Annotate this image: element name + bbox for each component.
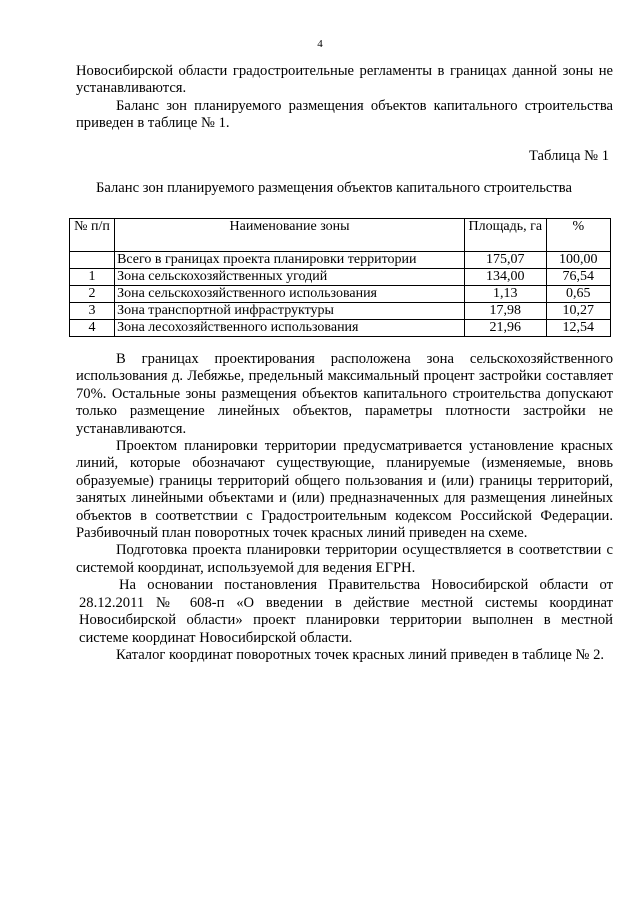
table-header-row — [70, 219, 611, 252]
paragraph-coordinate-system: Подготовка проекта планировки территории осуществляется в соответствии с системой координат, используемой для ведения ЕГРН. — [76, 542, 613, 576]
row-area: 21,96 — [465, 320, 547, 337]
row-zone-name: Зона транспортной инфраструктуры — [115, 303, 465, 320]
paragraph-zone-info: В границах проектирования расположена зона сельскохозяйственного использования д. Лебяжье, предельный максимальный процент застройки составляет 70%. Остальные зоны размещения объектов капитального строительства допускают только размещение линейных объектов, параметры плотности застройки не устанавливаются. — [76, 351, 613, 437]
intro-line-2: Баланс зон планируемого размещения объектов капитального строительства приведен в таблице № 1. — [76, 97, 613, 132]
paragraph-catalog: Каталог координат поворотных точек красных линий приведен в таблице № 2. — [116, 646, 605, 663]
row-zone-name: Зона лесохозяйственного использования — [115, 320, 465, 337]
table-row — [70, 269, 611, 286]
row-number: 3 — [70, 303, 115, 320]
header-percent: % — [546, 219, 610, 252]
header-area: Площадь, га — [465, 219, 547, 252]
body-text — [76, 351, 613, 664]
table-row — [70, 252, 611, 269]
row-area: 175,07 — [465, 252, 547, 269]
row-percent: 10,27 — [546, 303, 610, 320]
table-row — [70, 303, 611, 320]
intro-line-1: Новосибирской области градостроительные регламенты в границах данной зоны не устанавливаются. — [76, 63, 613, 97]
row-zone-name: Зона сельскохозяйственного использования — [115, 286, 465, 303]
table-row — [70, 320, 611, 337]
row-area: 17,98 — [465, 303, 547, 320]
row-number — [70, 252, 115, 269]
table-row — [70, 286, 611, 303]
row-percent: 76,54 — [546, 269, 610, 286]
row-percent: 100,00 — [546, 252, 610, 269]
row-percent: 12,54 — [546, 320, 610, 337]
row-number: 1 — [70, 269, 115, 286]
row-zone-name: Зона сельскохозяйственных угодий — [115, 269, 465, 286]
row-zone-name: Всего в границах проекта планировки территории — [115, 252, 465, 269]
row-number: 2 — [70, 286, 115, 303]
paragraph-red-lines: Проектом планировки территории предусматривается установление красных линий, которые обозначают существующие, планируемые (изменяемые, вновь образуемые) границы территорий общего пользования и (или) границы территорий, занятых линейными объектами и (или) предназначенных для размещения линейных объектов в соответствии с Градостроительным кодексом Российской Федерации. Разбивочный план поворотных точек красных линий приведен на схеме. — [76, 438, 613, 542]
table-title: Баланс зон планируемого размещения объектов капитального строительства — [96, 180, 572, 196]
balance-table — [69, 218, 611, 337]
row-area: 134,00 — [465, 269, 547, 286]
intro-section — [76, 63, 613, 133]
paragraph-resolution: На основании постановления Правительства Новосибирской области от 28.12.2011 № 608-п «О введении в действие местной системы координат Новосибирской области» проект планировки территории выполнен в местной системе координат Новосибирской области. — [79, 577, 613, 646]
row-number: 4 — [70, 320, 115, 337]
page-number: 4 — [317, 38, 323, 50]
row-percent: 0,65 — [546, 286, 610, 303]
header-zone-name: Наименование зоны — [115, 219, 465, 252]
table-label: Таблица № 1 — [529, 148, 609, 164]
row-area: 1,13 — [465, 286, 547, 303]
header-number: № п/п — [70, 219, 115, 252]
